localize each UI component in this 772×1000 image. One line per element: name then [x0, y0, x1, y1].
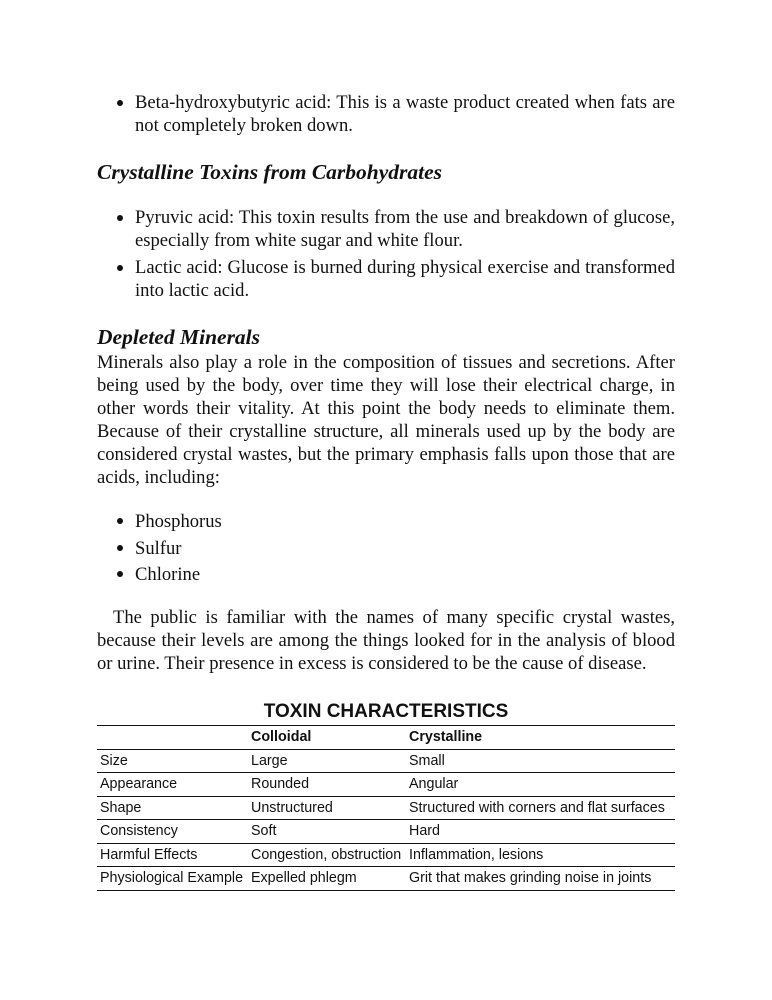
table-cell: Soft	[248, 820, 406, 844]
list-item-text: Sulfur	[135, 537, 182, 559]
table-row	[97, 820, 675, 844]
section-heading-depleted-minerals: Depleted Minerals	[97, 325, 261, 349]
list-item-text: Chlorine	[135, 564, 201, 585]
table-row	[97, 796, 675, 820]
table-row	[97, 867, 675, 891]
list-item	[97, 206, 675, 252]
list-item-text: Beta-hydroxybutyric acid: This is a waste product created when fats are not completely broken down.	[135, 92, 675, 136]
row-label: Consistency	[97, 820, 248, 844]
bullet-dot	[117, 518, 123, 524]
column-header-crystalline: Crystalline	[406, 726, 675, 750]
list-item-text: Phosphorus	[135, 511, 222, 532]
column-header	[97, 726, 248, 750]
row-label: Physiological Example	[97, 867, 248, 891]
table-title: TOXIN CHARACTERISTICS	[263, 701, 509, 722]
table-cell: Congestion, obstruction	[248, 843, 406, 867]
table-row	[97, 773, 675, 797]
row-label: Appearance	[97, 773, 248, 797]
table-cell: Small	[406, 749, 675, 773]
section-heading-crystalline-toxins: Crystalline Toxins from Carbohydrates	[97, 160, 443, 184]
table-cell: Angular	[406, 773, 675, 797]
table-cell: Large	[248, 749, 406, 773]
table-header-row	[97, 726, 675, 750]
bullet-list-minerals	[97, 509, 675, 589]
list-item	[97, 536, 675, 563]
bullet-dot	[117, 215, 123, 221]
list-item	[97, 91, 675, 137]
table-cell: Expelled phlegm	[248, 867, 406, 891]
table-cell: Rounded	[248, 773, 406, 797]
row-label: Size	[97, 749, 248, 773]
paragraph-crystal-wastes: The public is familiar with the names of many specific crystal wastes, because their levels are among the things looked for in the analysis of blood or urine. Their presence in excess is considered to be the cause of disease.	[97, 607, 675, 674]
bullet-dot	[117, 545, 123, 551]
toxin-characteristics-table	[97, 725, 675, 891]
table-cell: Inflammation, lesions	[406, 843, 675, 867]
list-item	[97, 509, 675, 536]
bullet-list-carbohydrates	[97, 206, 675, 302]
row-label: Shape	[97, 796, 248, 820]
table-cell: Grit that makes grinding noise in joints	[406, 867, 675, 891]
bullet-dot	[117, 571, 123, 577]
table-cell: Unstructured	[248, 796, 406, 820]
bullet-list-top	[97, 91, 675, 137]
list-item-text: Lactic acid: Glucose is burned during physical exercise and transformed into lactic acid.	[135, 257, 675, 301]
table-cell: Structured with corners and flat surfaces	[406, 796, 675, 820]
paragraph-depleted-minerals: Minerals also play a role in the composition of tissues and secretions. After being used by the body, over time they will lose their electrical charge, in other words their vitality. At this point the body needs to eliminate them. Because of their crystalline structure, all minerals used up by the body are considered crystal wastes, but the primary emphasis falls upon those that are acids, including:	[97, 352, 675, 488]
list-item-text: Pyruvic acid: This toxin results from the use and breakdown of glucose, especially from white sugar and white flour.	[135, 207, 675, 251]
bullet-dot	[117, 265, 123, 271]
row-label: Harmful Effects	[97, 843, 248, 867]
column-header-colloidal: Colloidal	[248, 726, 406, 750]
table-row	[97, 749, 675, 773]
list-item	[97, 562, 675, 589]
list-item	[97, 256, 675, 302]
table-cell: Hard	[406, 820, 675, 844]
bullet-dot	[117, 100, 123, 106]
table-row	[97, 843, 675, 867]
